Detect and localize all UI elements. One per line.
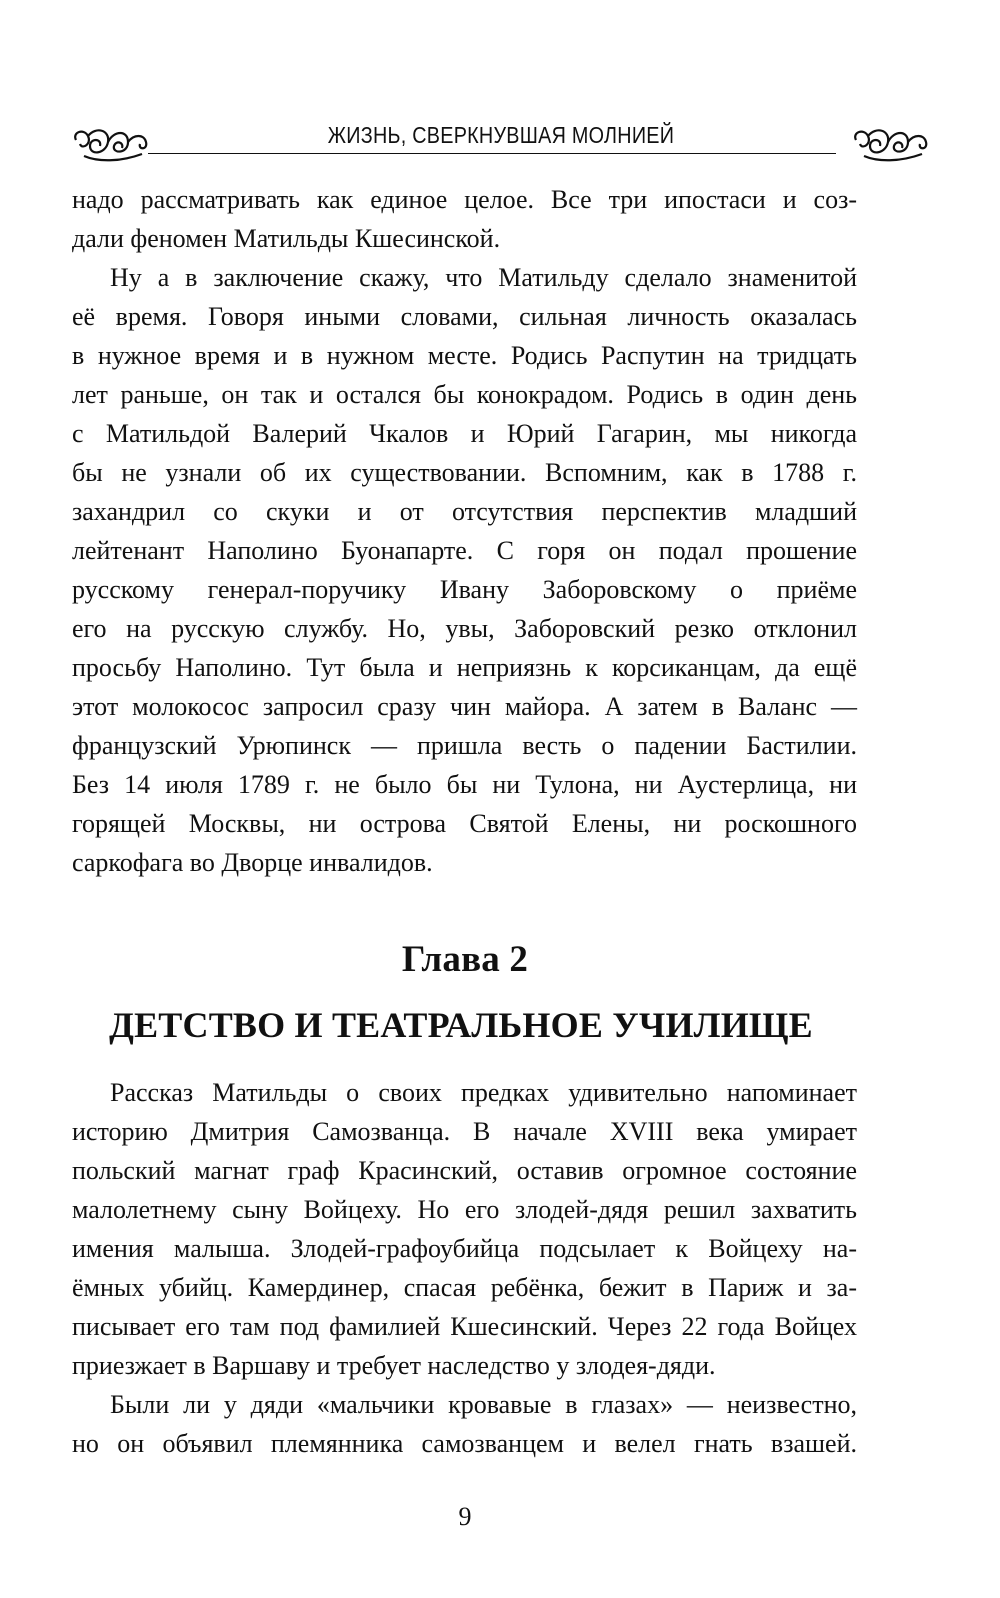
- text-line: просьбу Наполино. Тут была и неприязнь к корсиканцам, да ещё: [72, 653, 857, 682]
- text-line: этот молокосос запросил сразу чин майора. А затем в Валанс —: [72, 692, 857, 721]
- text-line: приезжает в Варшаву и требует наследство у злодея-дяди.: [72, 1351, 716, 1380]
- text-line: саркофага во Дворце инвалидов.: [72, 848, 433, 877]
- text-line: но он объявил племянника самозванцем и велел гнать взашей.: [72, 1429, 857, 1458]
- page-number: 9: [458, 1502, 472, 1531]
- paragraph: [72, 1073, 857, 1385]
- text-line: имения малыша. Злодей-графоубийца подсылает к Войцеху на-: [72, 1234, 857, 1263]
- text-line: писывает его там под фамилией Кшесинский. Через 22 года Войцех: [72, 1312, 857, 1341]
- text-line: лет раньше, он так и остался бы конокрадом. Родись в один день: [72, 380, 857, 409]
- text-line: бы не узнали об их существовании. Вспомним, как в 1788 г.: [72, 458, 857, 487]
- scroll-ornament-icon: [850, 126, 932, 166]
- text-line: историю Дмитрия Самозванца. В начале XVIII века умирает: [72, 1117, 857, 1146]
- text-line: её время. Говоря иными словами, сильная личность оказалась: [72, 302, 857, 331]
- text-line: польский магнат граф Красинский, оставив огромное состояние: [72, 1156, 857, 1185]
- text-line: лейтенант Наполино Буонапарте. С горя он подал прошение: [72, 536, 857, 565]
- text-line: надо рассматривать как единое целое. Все три ипостаси и соз-: [72, 185, 857, 214]
- running-title: ЖИЗНЬ, СВЕРКНУВШАЯ МОЛНИЕЙ: [327, 122, 675, 148]
- text-line: дали феномен Матильды Кшесинской.: [72, 224, 501, 253]
- chapter-number: Глава 2: [401, 939, 529, 980]
- text-line: с Матильдой Валерий Чкалов и Юрий Гагарин, мы никогда: [72, 419, 857, 448]
- text-line: в нужное время и в нужном месте. Родись Распутин на тридцать: [72, 341, 857, 370]
- paragraph: [72, 180, 857, 258]
- text-line: русскому генерал-поручику Ивану Заборовскому о приёме: [72, 575, 857, 604]
- text-line: его на русскую службу. Но, увы, Заборовский резко отклонил: [72, 614, 857, 643]
- header-rule: [148, 153, 836, 154]
- text-line: французский Урюпинск — пришла весть о падении Бастилии.: [72, 731, 857, 760]
- text-line: Без 14 июля 1789 г. не было бы ни Тулона, ни Аустерлица, ни: [72, 770, 857, 799]
- text-line: горящей Москвы, ни острова Святой Елены, ни роскошного: [72, 809, 857, 838]
- text-line: Были ли у дяди «мальчики кровавые в глазах» — неизвестно,: [110, 1390, 857, 1419]
- chapter-title: ДЕТСТВО И ТЕАТРАЛЬНОЕ УЧИЛИЩЕ: [109, 1005, 813, 1045]
- text-line: Рассказ Матильды о своих предках удивительно напоминает: [110, 1078, 857, 1107]
- text-line: ёмных убийц. Камердинер, спасая ребёнка, бежит в Париж и за-: [72, 1273, 857, 1302]
- text-line: малолетнему сыну Войцеху. Но его злодей-дядя решил захватить: [72, 1195, 857, 1224]
- paragraph: [72, 1385, 857, 1463]
- text-line: захандрил со скуки и от отсутствия перспектив младший: [72, 497, 857, 526]
- body-text-after-chapter: [72, 1073, 857, 1463]
- text-line: Ну а в заключение скажу, что Матильду сделало знаменитой: [110, 263, 857, 292]
- body-text-before-chapter: [72, 180, 857, 882]
- running-header: [70, 112, 932, 164]
- paragraph: [72, 258, 857, 882]
